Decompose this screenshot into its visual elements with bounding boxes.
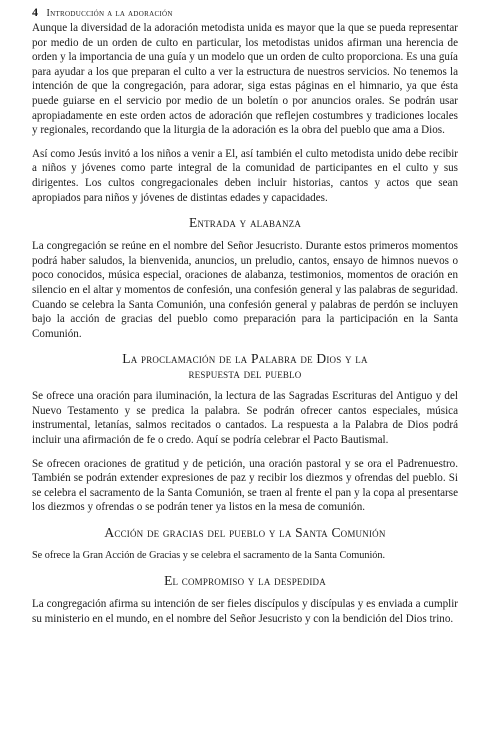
running-title: Introducción a la adoración xyxy=(46,8,173,19)
paragraph-entrada: La congregación se reúne en el nombre del Señor Jesucristo. Durante estos primeros momentos podrá haber saludos, la bienvenida, anuncios, un preludio, cantos, ensayo de himnos nuevos o poco conocidos, música especial, oraciones de alabanza, testimonios, momentos de oración en silencio en el altar y momentos de confesión, una confesión general y las palabras de seguridad. Cuando se celebra la Santa Comunión, una confesión general y palabras de perdón se incluyen bajo la acción de gracias del pueblo como preparación para la participación en la Santa Comunión. xyxy=(32,240,458,340)
paragraph-compromiso: La congregación afirma su intención de ser fieles discípulos y discípulas y es enviada a cumplir su ministerio en el mundo, en el nombre del Señor Jesucristo y con la bendición del Dios trino. xyxy=(32,598,458,625)
heading-proclamacion-line1: La proclamación de la Palabra de Dios y la xyxy=(122,351,368,367)
paragraph-proclamacion-2: Se ofrecen oraciones de gratitud y de petición, una oración pastoral y se ora el Padrenuestro. También se podrán extender expresiones de paz y recibir los diezmos y ofrendas del pueblo. Si se celebra el sacramento de la Santa Comunión, se traen al frente el pan y la copa al presentarse los diezmos y ofrendas o se podrán tener ya listos en la mesa de comunión. xyxy=(32,457,458,514)
heading-entrada-alabanza: Entrada y alabanza xyxy=(188,215,302,231)
heading-proclamacion-line2: respuesta del pueblo xyxy=(188,366,302,382)
page-number: 4 xyxy=(32,5,38,19)
intro-paragraph-2: Así como Jesús invitó a los niños a venir a El, así también el culto metodista unido debe recibir a niños y jóvenes como parte integral de la comunidad de participantes en el culto y sus dirigentes. Los cultos congregacionales deben incluir historias, cantos y actos que sean apropiados para niños y jóvenes de distintas edades y capacidades. xyxy=(32,147,458,204)
paragraph-accion-gracias: Se ofrece la Gran Acción de Gracias y se celebra el sacramento de la Santa Comunión. xyxy=(32,550,386,562)
intro-paragraph-1: Aunque la diversidad de la adoración metodista unida es mayor que la que se pueda representar por medio de un orden de culto en particular, los metodistas unidos afirman una herencia de orden y la importancia de una guía y un modelo que un orden de culto proporciona. Es una guía para ayudar a los que preparan el culto a ver la estructura de nuestros servicios. No tenemos la intención de que la congregación, para adorar, siga estas páginas en el himnario, ya que ésta puede guiarse en el servicio por medio de un boletín o por anuncios orales. Se podrán usar apropiadamente en este orden actos de adoración que reflejen costumbres y tradiciones locales y regionales, recordando que la liturgia de la adoración es la obra del pueblo que ama a Dios. xyxy=(32,22,458,137)
heading-accion-gracias: Acción de gracias del pueblo y la Santa Comunión xyxy=(104,525,386,541)
running-head xyxy=(32,6,458,20)
paragraph-proclamacion-1: Se ofrece una oración para iluminación, la lectura de las Sagradas Escrituras del Antiguo y del Nuevo Testamento y se predica la palabra. Se podrán ofrecer cantos especiales, música instrumental, letanías, salmos recitados o cantados. La respuesta a la Palabra de Dios podrá incluir una afirmación de fe o credo. Aquí se podría celebrar el Pacto Bautismal. xyxy=(32,390,458,447)
heading-proclamacion xyxy=(32,351,458,381)
heading-compromiso: El compromiso y la despedida xyxy=(164,573,326,589)
